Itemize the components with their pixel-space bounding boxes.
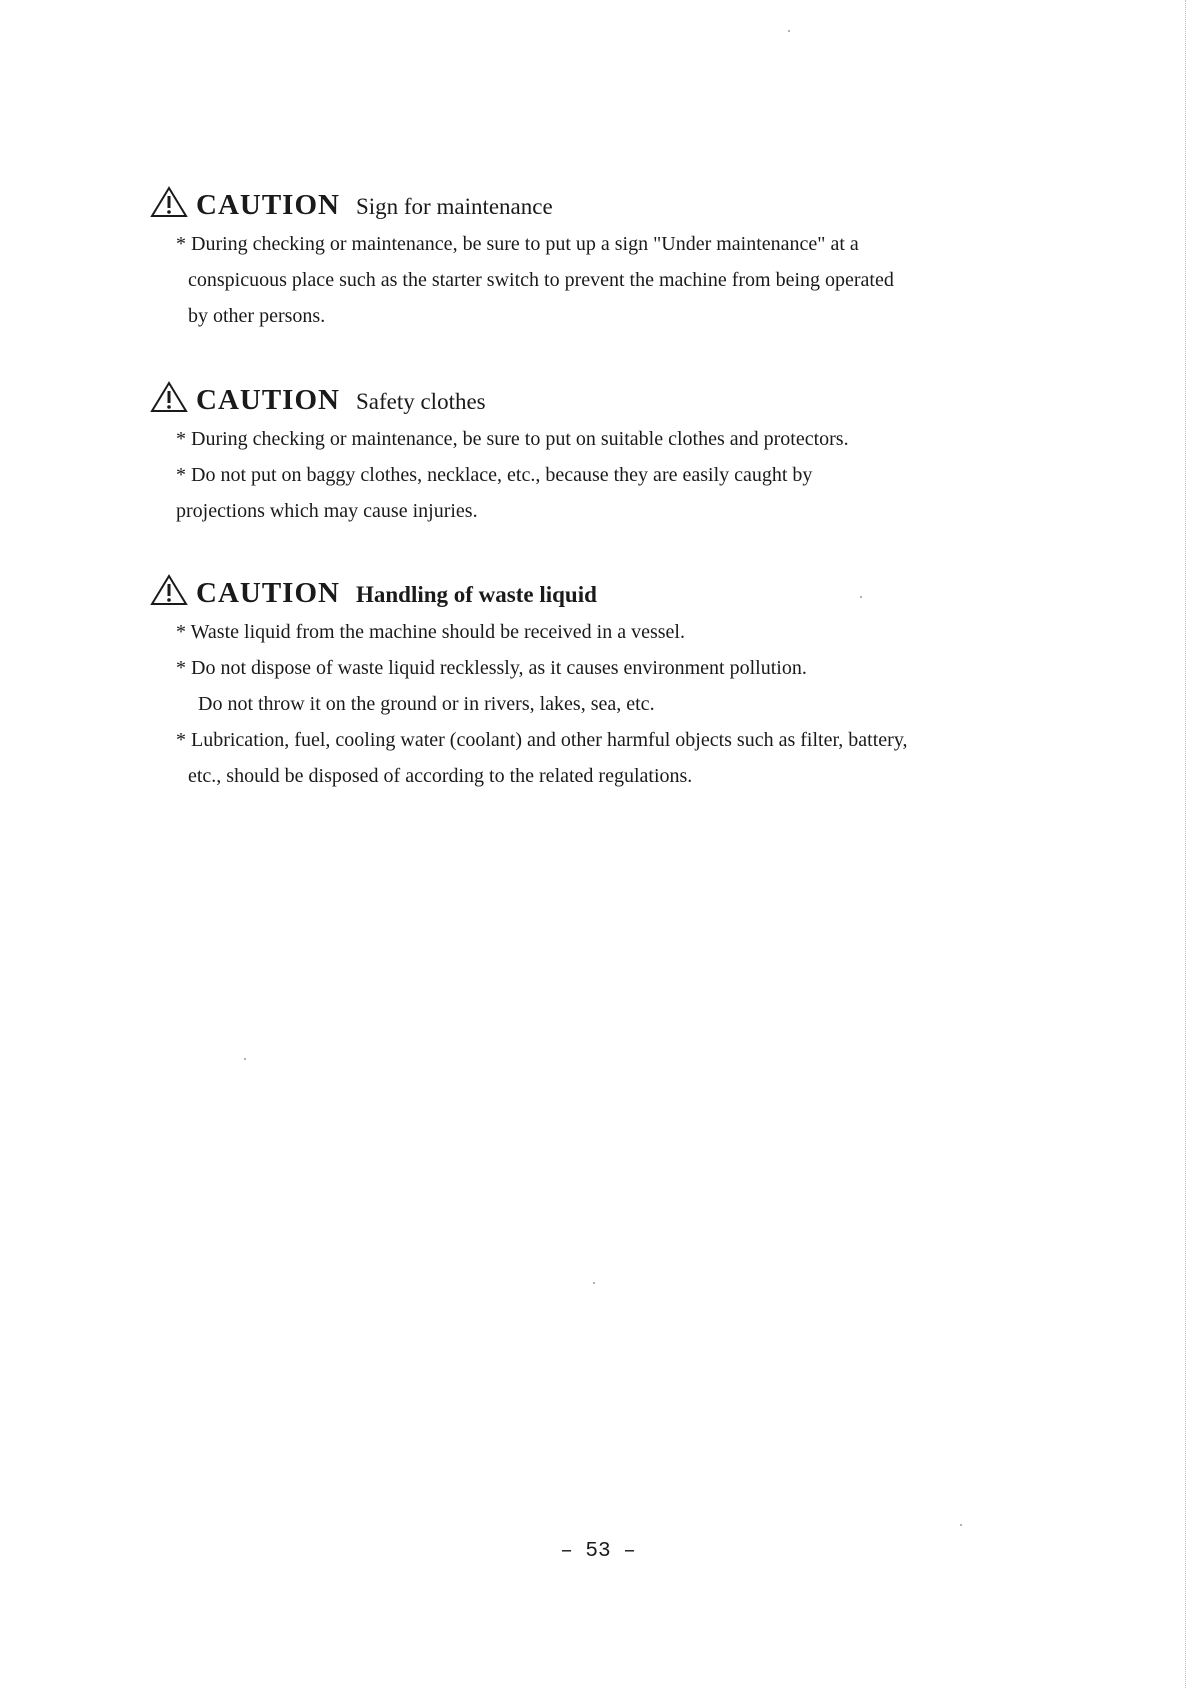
warning-triangle-icon xyxy=(150,574,188,606)
caution-label: CAUTION xyxy=(196,189,340,221)
caution-section-waste-liquid xyxy=(150,570,1050,794)
warning-triangle-icon xyxy=(150,186,188,218)
scan-speck xyxy=(788,30,790,32)
body-line: by other persons. xyxy=(188,305,326,327)
body-line: conspicuous place such as the starter switch to prevent the machine from being operated xyxy=(188,269,894,291)
section-heading xyxy=(150,570,1050,614)
body-line: * Waste liquid from the machine should be received in a vessel. xyxy=(176,621,685,643)
warning-triangle-icon xyxy=(150,381,188,413)
scan-speck xyxy=(860,596,862,598)
caution-section-maintenance-sign xyxy=(150,182,1050,334)
caution-section-safety-clothes xyxy=(150,377,1050,529)
section-heading xyxy=(150,182,1050,226)
caution-label: CAUTION xyxy=(196,384,340,416)
scan-edge-line xyxy=(1184,0,1186,1688)
body-line: projections which may cause injuries. xyxy=(176,500,478,522)
body-line: Do not throw it on the ground or in rivers, lakes, sea, etc. xyxy=(198,693,655,715)
body-line: * During checking or maintenance, be sure to put up a sign "Under maintenance" at a xyxy=(176,233,859,255)
section-subtitle: Handling of waste liquid xyxy=(355,582,597,607)
body-line: etc., should be disposed of according to the related regulations. xyxy=(188,765,693,787)
scan-speck xyxy=(593,1282,595,1284)
section-heading xyxy=(150,377,1050,421)
section-subtitle: Sign for maintenance xyxy=(355,194,553,219)
caution-label: CAUTION xyxy=(196,577,340,609)
body-line: * Do not dispose of waste liquid recklessly, as it causes environment pollution. xyxy=(176,657,807,679)
body-line: * Do not put on baggy clothes, necklace, etc., because they are easily caught by xyxy=(176,464,813,486)
body-line: * Lubrication, fuel, cooling water (coolant) and other harmful objects such as filter, battery, xyxy=(176,729,908,751)
scan-speck xyxy=(960,1524,962,1526)
page-number: – 53 – xyxy=(560,1540,636,1563)
section-subtitle: Safety clothes xyxy=(355,389,486,414)
scan-speck xyxy=(244,1058,246,1060)
body-line: * During checking or maintenance, be sure to put on suitable clothes and protectors. xyxy=(176,428,849,450)
